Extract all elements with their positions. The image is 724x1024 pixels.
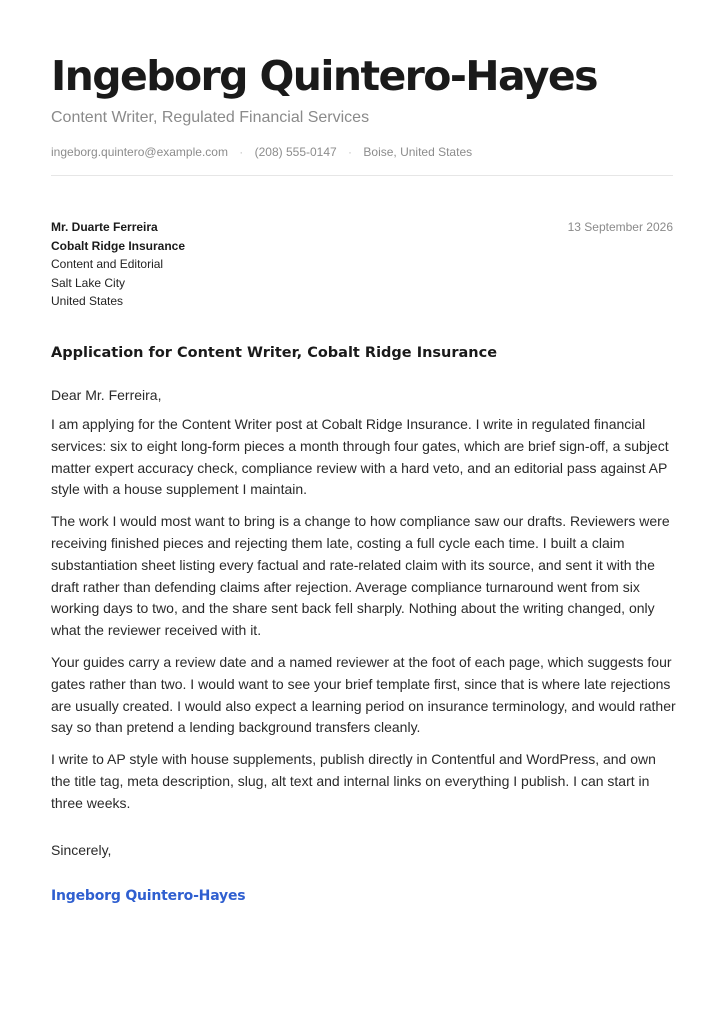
recipient-department: Content and Editorial	[51, 257, 164, 271]
salutation: Dear Mr. Ferreira,	[51, 387, 162, 403]
letter-subject: Application for Content Writer, Cobalt Ridge Insurance	[51, 345, 498, 361]
contact-line	[51, 144, 673, 160]
contact-email[interactable]: ingeborg.quintero@example.com	[51, 145, 228, 159]
signature: Ingeborg Quintero-Hayes	[51, 887, 246, 904]
sender-name: Ingeborg Quintero-Hayes	[51, 52, 597, 100]
header-divider	[51, 175, 673, 176]
closing: Sincerely,	[51, 841, 112, 858]
address-block	[51, 218, 673, 314]
body-paragraph: I am applying for the Content Writer post at Cobalt Ridge Insurance. I write in regulated financial services: six to eight long-form pieces a month through four gates, which are brief sign-off, a subject matter expert accuracy check, compliance review with a hard veto, and an editorial pass against AP style with a house supplement I maintain.	[51, 416, 669, 498]
contact-location: Boise, United States	[363, 145, 473, 159]
recipient-company: Cobalt Ridge Insurance	[51, 238, 186, 253]
contact-phone[interactable]: (208) 555-0147	[254, 145, 337, 159]
body-paragraph: The work I would most want to bring is a change to how compliance saw our drafts. Reviewers were receiving finished pieces and rejecting them late, costing a full cycle each time. I built a claim substantiation sheet listing every factual and rate-related claim with its source, and sent it with the draft rather than defending claims after rejection. Average compliance turnaround went from six working days to two, and the share sent back fell sharply. Nothing about the writing changed, only what the reviewer received with it.	[51, 513, 670, 639]
contact-separator: ·	[348, 145, 353, 159]
letter-date: 13 September 2026	[567, 220, 673, 234]
recipient-city: Salt Lake City	[51, 275, 126, 290]
body-paragraph: Your guides carry a review date and a named reviewer at the foot of each page, which suggests four gates rather than two. I would want to see your brief template first, since that is where late rejections are usually created. I would also expect a learning period on insurance terminology, and would rather say so than pretend a lending background transfers cleanly.	[51, 653, 676, 736]
body-paragraph: I write to AP style with house supplements, publish directly in Contentful and WordPress, and own the title tag, meta description, slug, alt text and internal links on everything I publish. I can start in three weeks.	[51, 751, 656, 811]
recipient-country: United States	[51, 294, 124, 308]
sender-role: Content Writer, Regulated Financial Services	[51, 109, 370, 126]
recipient-name: Mr. Duarte Ferreira	[51, 220, 158, 234]
contact-separator: ·	[239, 145, 244, 159]
